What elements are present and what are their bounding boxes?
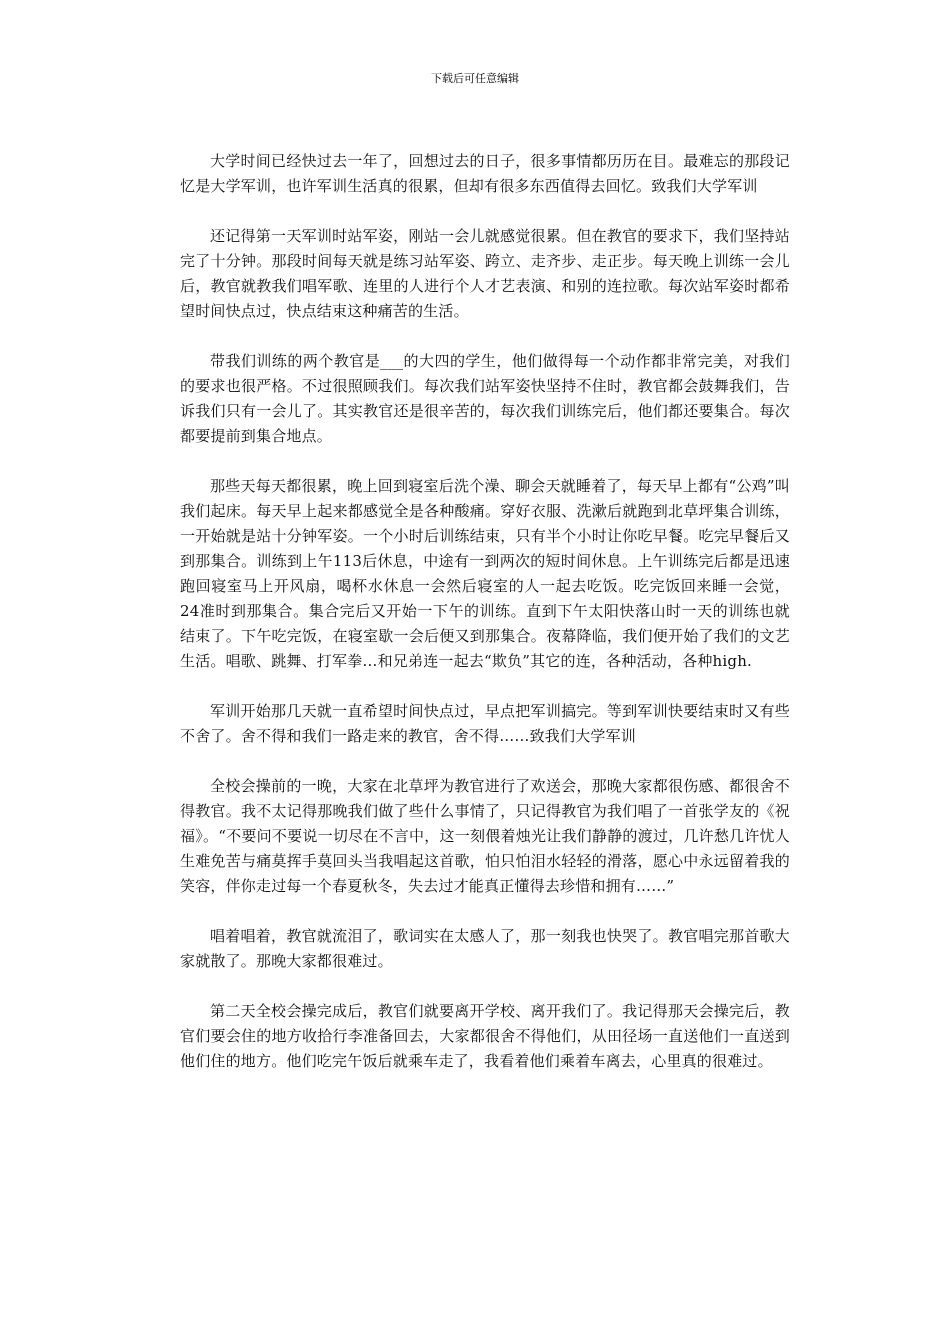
paragraph-2: 还记得第一天军训时站军姿，刚站一会儿就感觉很累。但在教官的要求下，我们坚持站完了十分钟。那段时间每天就是练习站军姿、跨立、走齐步、走正步。每天晚上训练一会儿后，教官就教我们唱军歌、连里的人进行个人才艺表演、和别的连拉歌。每次站军姿时都希望时间快点过，快点结束这种痛苦的生活。 xyxy=(180,227,790,320)
paragraph-4: 那些天每天都很累，晚上回到寝室后洗个澡、聊会天就睡着了，每天早上都有“公鸡”叫我们起床。每天早上起来都感觉全是各种酸痛。穿好衣服、洗漱后就跑到北草坪集合训练，一开始就是站十分钟军姿。一个小时后训练结束，只有半个小时让你吃早餐。吃完早餐后又到那集合。训练到上午113后休息，中途有一到两次的短时间休息。上午训练完后都是迅速跑回寝室马上开风扇，喝杯水休息一会然后寝室的人一起去吃饭。吃完饭回来睡一会觉，24准时到那集合。集合完后又开始一下午的训练。直到下午太阳快落山时一天的训练也就结束了。下午吃完饭，在寝室歇一会后便又到那集合。夜幕降临，我们便开始了我们的文艺生活。唱歌、跳舞、打军拳…和兄弟连一起去“欺负”其它的连，各种活动，各种high. xyxy=(180,477,790,670)
paragraph-5: 军训开始那几天就一直希望时间快点过，早点把军训搞完。等到军训快要结束时又有些不舍了。舍不得和我们一路走来的教官，舍不得……致我们大学军训 xyxy=(180,702,790,745)
document-body xyxy=(180,149,790,1099)
paragraph-1: 大学时间已经快过去一年了，回想过去的日子，很多事情都历历在目。最难忘的那段记忆是大学军训，也许军训生活真的很累，但却有很多东西值得去回忆。致我们大学军训 xyxy=(180,152,790,195)
paragraph-3: 带我们训练的两个教官是___的大四的学生，他们做得每一个动作都非常完美，对我们的要求也很严格。不过很照顾我们。每次我们站军姿快坚持不住时，教官都会鼓舞我们，告诉我们只有一会儿了。其实教官还是很辛苦的，每次我们训练完后，他们都还要集合。每次都要提前到集合地点。 xyxy=(180,352,790,445)
paragraph-7: 唱着唱着，教官就流泪了，歌词实在太感人了，那一刻我也快哭了。教官唱完那首歌大家就散了。那晚大家都很难过。 xyxy=(180,927,790,970)
paragraph-6: 全校会操前的一晚，大家在北草坪为教官进行了欢送会，那晚大家都很伤感、都很舍不得教官。我不太记得那晚我们做了些什么事情了，只记得教官为我们唱了一首张学友的《祝福》。“不要问不要说一切尽在不言中，这一刻偎着烛光让我们静静的渡过，几许愁几许忧人生难免苦与痛莫挥手莫回头当我唱起这首歌，怕只怕泪水轻轻的滑落，愿心中永远留着我的笑容，伴你走过每一个春夏秋冬，失去过才能真正懂得去珍惜和拥有……” xyxy=(180,777,790,895)
paragraph-8: 第二天全校会操完成后，教官们就要离开学校、离开我们了。我记得那天会操完后，教官们要会住的地方收拾行李准备回去，大家都很舍不得他们，从田径场一直送他们一直送到他们住的地方。他们吃完午饭后就乘车走了，我看着他们乘着车离去，心里真的很难过。 xyxy=(180,1002,790,1070)
page-header: 下载后可任意编辑 xyxy=(431,72,519,85)
